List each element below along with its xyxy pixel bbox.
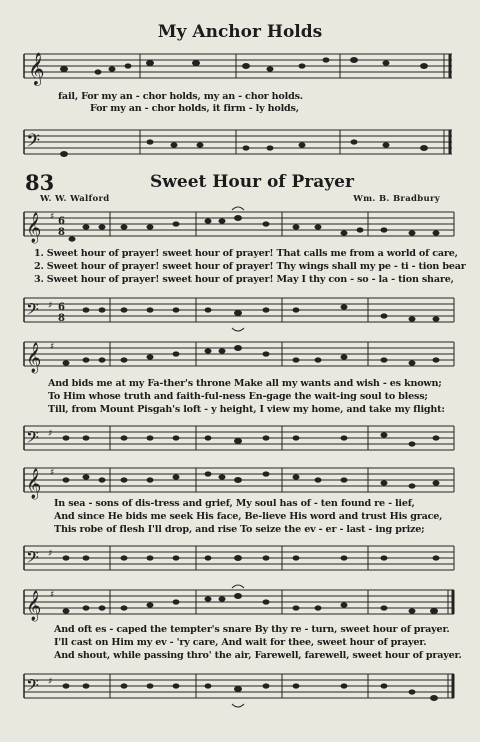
previous-hymn-title: My Anchor Holds: [157, 22, 323, 42]
svg-text:𝄢: 𝄢: [26, 427, 39, 451]
svg-text:𝄢: 𝄢: [26, 547, 39, 571]
svg-text:♯: ♯: [50, 212, 55, 222]
svg-text:𝄢: 𝄢: [26, 131, 41, 156]
previous-hymn-lyric-line-2: For my an - chor holds, it firm - ly holds,: [90, 103, 299, 114]
system-3-bass-staff: [0, 536, 480, 580]
system-1-verse-2: 2. Sweet hour of prayer! sweet hour of prayer! Thy wings shall my pe - ti - tion bear: [34, 261, 466, 272]
system-3-treble-staff: [0, 462, 480, 500]
svg-text:♯: ♯: [48, 549, 53, 559]
previous-hymn-lyric-line-1: fail, For my an - chor holds, my an - chor holds.: [58, 91, 303, 102]
svg-text:6: 6: [58, 216, 65, 227]
system-1-bass-staff: [0, 288, 480, 332]
system-1-treble-staff: [0, 206, 480, 244]
svg-text:𝄞: 𝄞: [26, 213, 42, 243]
system-2-treble-staff: [0, 336, 480, 374]
system-1-verse-1: 1. Sweet hour of prayer! sweet hour of prayer! That calls me from a world of care,: [34, 248, 458, 259]
hymn-author: W. W. Walford: [40, 194, 110, 204]
system-4-verse-1: And oft es - caped the tempter's snare By thy re - turn, sweet hour of prayer.: [54, 624, 450, 635]
svg-text:♯: ♯: [50, 590, 55, 600]
system-1-verse-3: 3. Sweet hour of prayer! sweet hour of prayer! May I thy con - so - la - tion share,: [34, 274, 454, 285]
hymn-number: 83: [25, 170, 55, 195]
system-3-verse-1: In sea - sons of dis-tress and grief, My soul has of - ten found re - lief,: [54, 498, 415, 509]
svg-text:6: 6: [58, 302, 65, 313]
svg-text:8: 8: [58, 313, 65, 324]
svg-text:𝄞: 𝄞: [26, 343, 42, 373]
svg-text:♯: ♯: [48, 301, 53, 311]
svg-text:♯: ♯: [50, 468, 55, 478]
previous-hymn-bass-staff: [0, 122, 480, 162]
system-4-treble-staff: [0, 582, 480, 622]
system-4-verse-2: I'll cast on Him my ev - 'ry care, And wait for thee, sweet hour of prayer.: [54, 637, 427, 648]
hymn-title: Sweet Hour of Prayer: [150, 172, 354, 192]
system-4-bass-staff: [0, 664, 480, 708]
svg-text:♯: ♯: [48, 677, 53, 687]
svg-text:♯: ♯: [48, 429, 53, 439]
svg-text:𝄢: 𝄢: [26, 675, 39, 699]
previous-hymn-treble-staff: [0, 48, 480, 88]
svg-text:♯: ♯: [50, 342, 55, 352]
system-4-verse-3: And shout, while passing thro' the air, Farewell, farewell, sweet hour of prayer.: [54, 650, 462, 661]
system-2-verse-1: And bids me at my Fa-ther's throne Make all my wants and wish - es known;: [48, 378, 442, 389]
svg-text:𝄞: 𝄞: [26, 469, 42, 499]
system-3-verse-2: And since He bids me seek His face, Be-lieve His word and trust His grace,: [54, 511, 443, 522]
svg-text:𝄞: 𝄞: [26, 591, 42, 621]
system-2-bass-staff: [0, 416, 480, 460]
system-3-verse-3: This robe of flesh I'll drop, and rise To seize the ev - er - last - ing prize;: [54, 524, 425, 535]
hymn-composer: Wm. B. Bradbury: [353, 194, 440, 204]
system-2-verse-3: Till, from Mount Pisgah's loft - y height, I view my home, and take my flight:: [48, 404, 445, 415]
system-2-verse-2: To Him whose truth and faith-ful-ness En-gage the wait-ing soul to bless;: [48, 391, 428, 402]
svg-text:𝄞: 𝄞: [28, 52, 45, 85]
svg-text:8: 8: [58, 227, 65, 238]
svg-text:𝄢: 𝄢: [26, 299, 39, 323]
